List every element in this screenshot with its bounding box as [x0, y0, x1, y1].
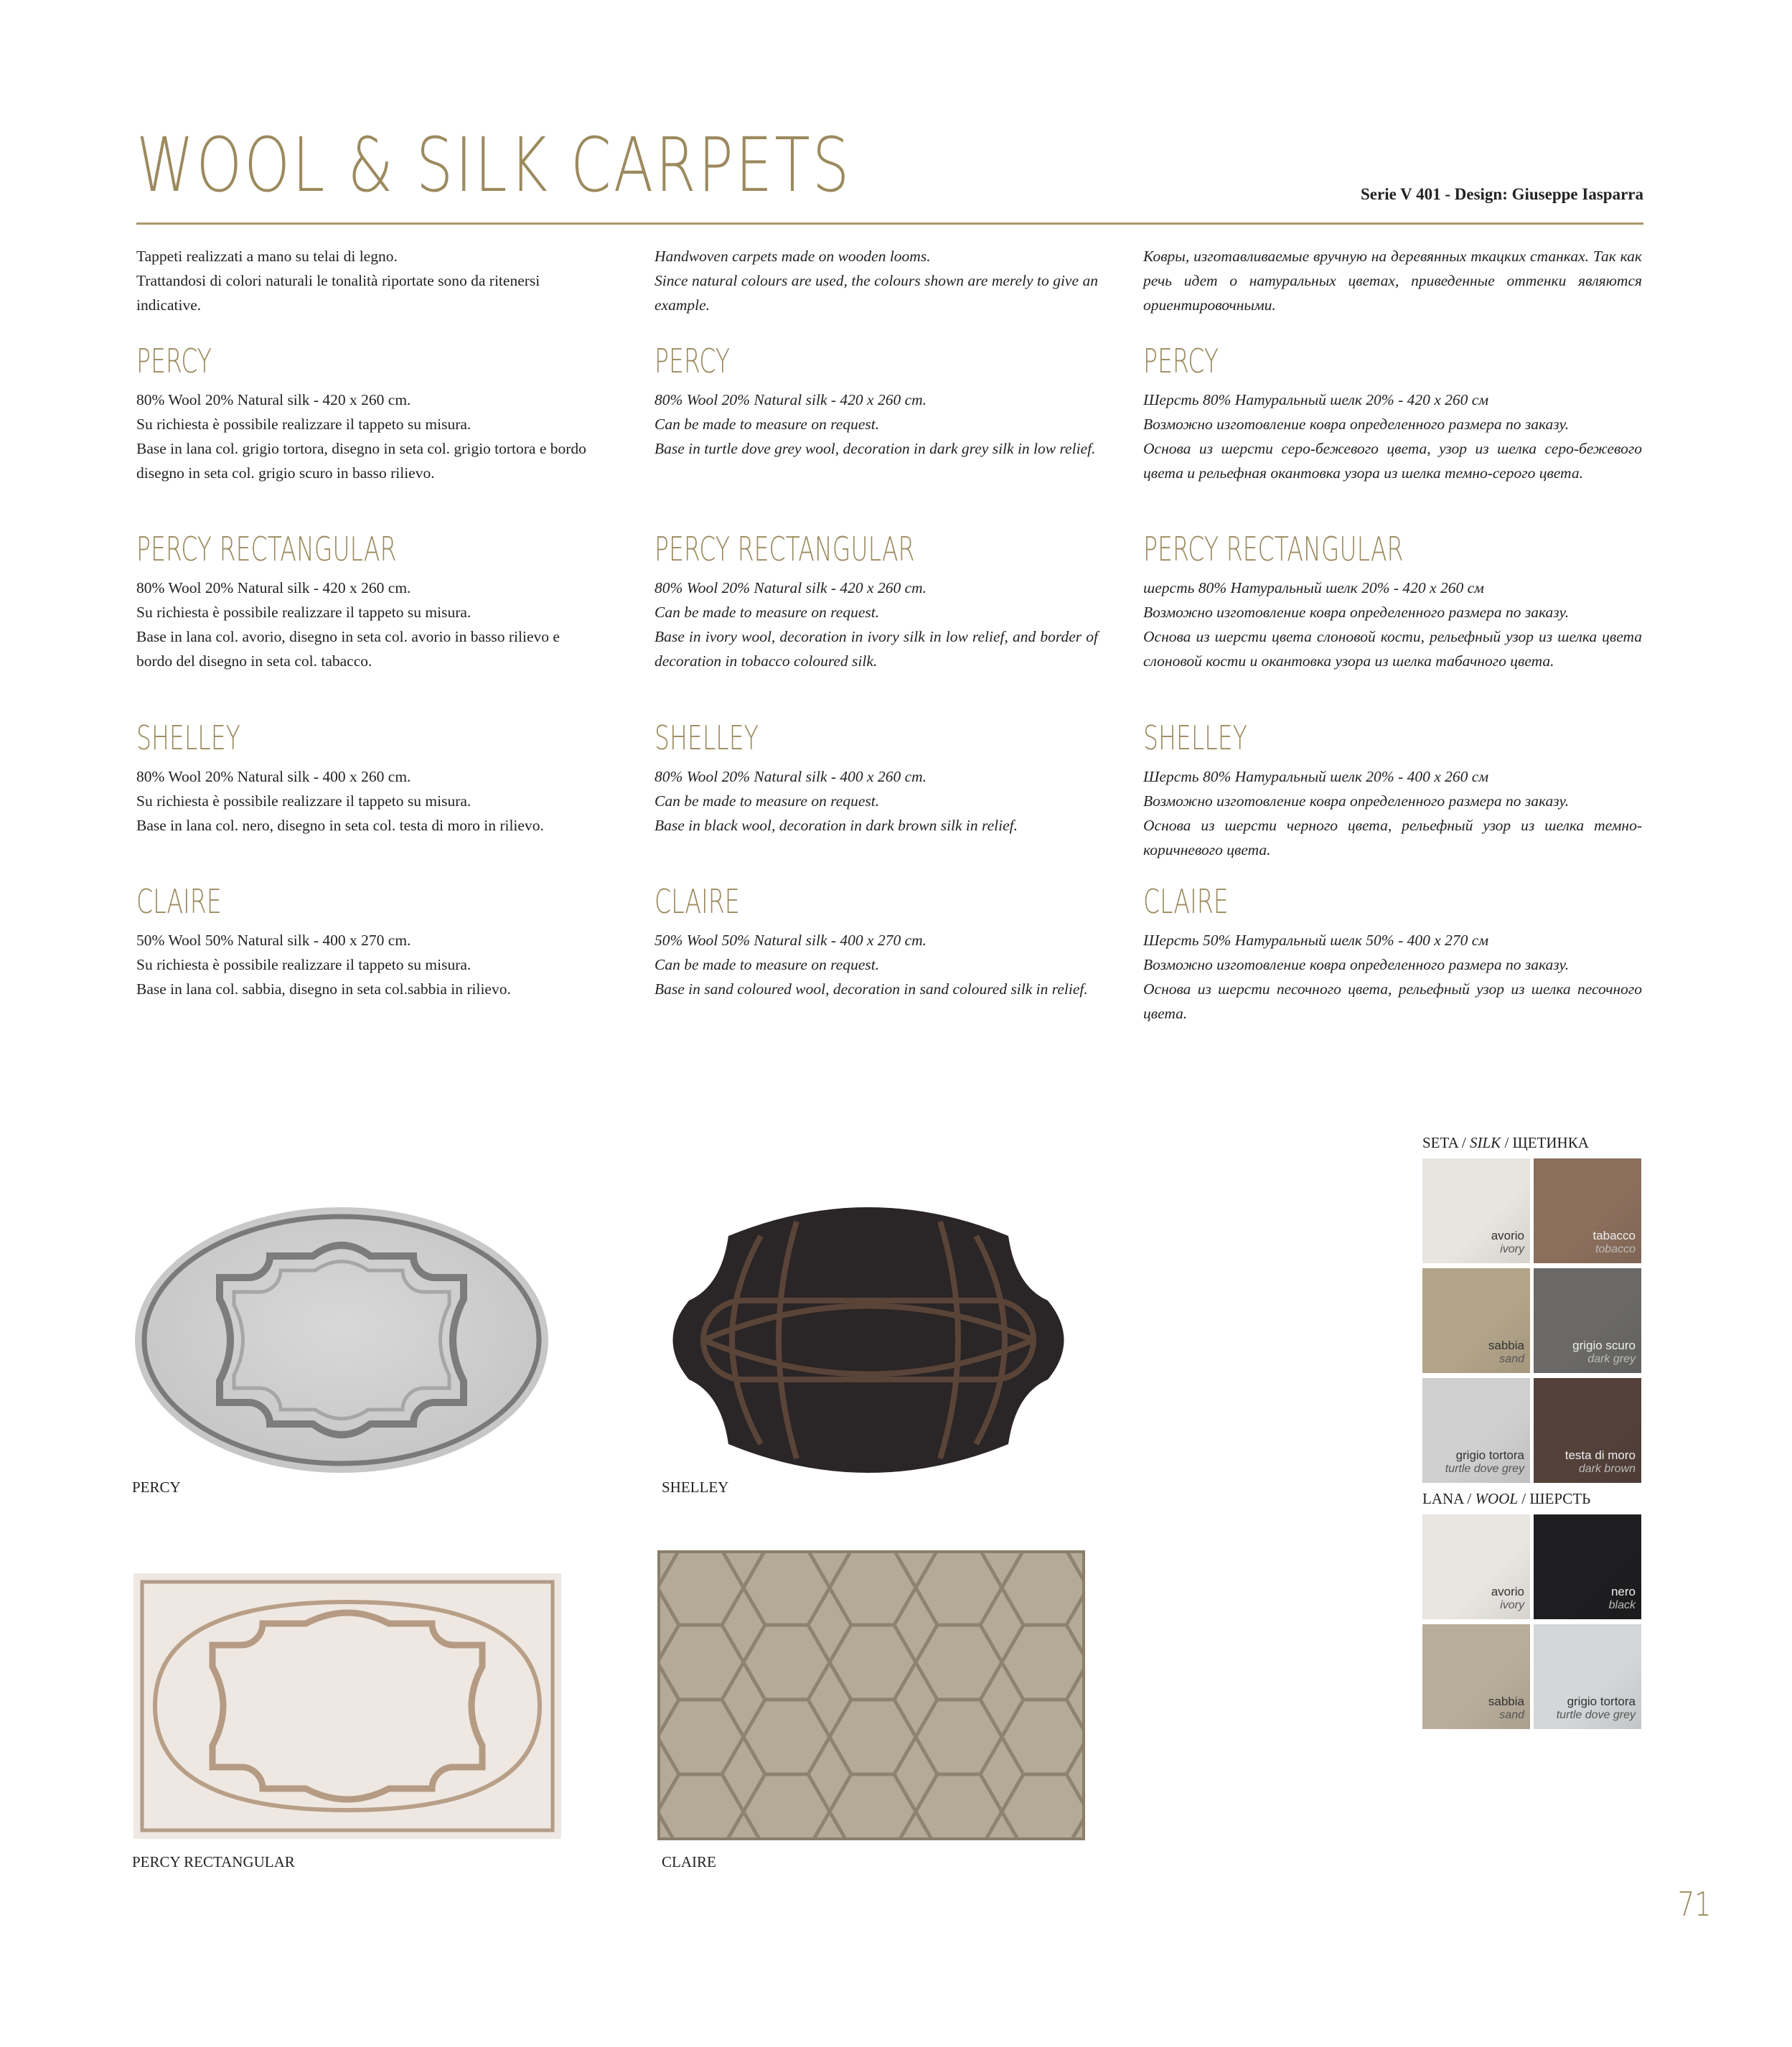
- swatch-name-en: turtle dove grey: [1445, 1463, 1524, 1475]
- swatch-name-en: turtle dove grey: [1556, 1709, 1636, 1721]
- spec-line: Основа из шерсти цвета слоновой кости, рельефный узор из шелка цвета слоновой кости и окантовка узора из шелка табачного цвета.: [1143, 628, 1642, 670]
- section-title: SHELLEY: [1143, 718, 1247, 757]
- intro-line: Tappeti realizzati a mano su telai di legno.: [136, 248, 398, 265]
- section-title: PERCY: [1143, 342, 1219, 380]
- section-title: CLAIRE: [1143, 882, 1229, 921]
- heading-part: WOOL: [1475, 1490, 1519, 1507]
- heading-part: / ШЕРСТЬ: [1518, 1490, 1591, 1507]
- spec-line: Base in sand coloured wool, decoration in sand coloured silk in relief.: [655, 980, 1088, 998]
- spec-line: 80% Wool 20% Natural silk - 400 x 260 cm.: [655, 768, 927, 785]
- spec-line: Шерсть 50% Натуральный шелк 50% - 400 x 270 см: [1143, 932, 1489, 949]
- swatch-name-en: ivory: [1500, 1243, 1524, 1255]
- spec-line: Шерсть 80% Натуральный шелк 20% - 400 x 260 см: [1143, 768, 1489, 785]
- spec-line: Base in lana col. sabbia, disegno in seta col.sabbia in rilievo.: [136, 980, 511, 998]
- section-title: SHELLEY: [136, 718, 240, 757]
- swatch-name-it: testa di moro: [1565, 1448, 1636, 1462]
- percy-rectangular-carpet-image: [133, 1573, 561, 1839]
- heading-part: LANA /: [1422, 1490, 1476, 1507]
- swatch-name-it: sabbia: [1488, 1339, 1524, 1352]
- swatch-black: [1534, 1514, 1641, 1619]
- intro-line: Handwoven carpets made on wooden looms.: [655, 248, 931, 265]
- spec-line: Возможно изготовление ковра определенного размера по заказу.: [1143, 792, 1570, 810]
- spec-line: Su richiesta è possibile realizzare il tappeto su misura.: [136, 604, 472, 621]
- section-percy: [1143, 342, 1642, 485]
- column-russian: [1143, 244, 1642, 1022]
- swatch-dark-grey: [1534, 1268, 1641, 1373]
- intro-line: Trattandosi di colori naturali le tonalità riportate sono da ritenersi indicative.: [136, 272, 540, 314]
- section-shelley: [1143, 718, 1642, 862]
- spec-line: 80% Wool 20% Natural silk - 420 x 260 cm.: [655, 391, 927, 408]
- spec-line: Can be made to measure on request.: [655, 416, 880, 433]
- section-shelley: [136, 718, 596, 838]
- spec-line: Основа из шерсти черного цвета, рельефный узор из шелка темно-коричневого цвета.: [1143, 817, 1642, 858]
- spec-line: Base in black wool, decoration in dark brown silk in relief.: [655, 817, 1018, 834]
- image-caption-shelley: SHELLEY: [662, 1479, 729, 1496]
- swatch-name-it: avorio: [1491, 1229, 1524, 1242]
- silk-swatch-heading: [1422, 1134, 1589, 1152]
- swatch-name-en: dark grey: [1587, 1353, 1636, 1365]
- spec-line: Su richiesta è possibile realizzare il tappeto su misura.: [136, 792, 472, 810]
- spec-line: Base in lana col. avorio, disegno in seta col. avorio in basso rilievo e bordo del disegno in seta col. tabacco.: [136, 628, 560, 670]
- section-percy-rectangular: [136, 530, 596, 673]
- column-italian: [136, 244, 596, 998]
- section-percy-rectangular: [655, 530, 1098, 673]
- section-claire: [136, 882, 596, 1001]
- swatch-name-en: dark brown: [1578, 1463, 1636, 1475]
- spec-line: Su richiesta è possibile realizzare il tappeto su misura.: [136, 956, 472, 973]
- spec-line: 80% Wool 20% Natural silk - 400 x 260 cm.: [136, 768, 411, 785]
- section-title: PERCY: [136, 342, 212, 380]
- spec-line: Base in lana col. grigio tortora, disegno in seta col. grigio tortora e bordo disegno in seta col. grigio scuro in basso rilievo.: [136, 440, 586, 482]
- heading-part: / ЩЕТИНКА: [1501, 1134, 1589, 1151]
- spec-line: Base in turtle dove grey wool, decoration in dark grey silk in low relief.: [655, 440, 1096, 457]
- series-designer: Serie V 401 - Design: Giuseppe Iasparra: [1361, 185, 1643, 203]
- section-claire: [655, 882, 1098, 1001]
- section-title: PERCY: [655, 342, 731, 380]
- swatch-sand: [1422, 1624, 1530, 1729]
- section-title: CLAIRE: [136, 882, 222, 921]
- swatch-name-en: sand: [1499, 1709, 1524, 1721]
- heading-part: SETA /: [1422, 1134, 1470, 1151]
- swatch-dark-brown: [1534, 1378, 1641, 1483]
- swatch-name-it: grigio tortora: [1567, 1695, 1636, 1708]
- heading-part: SILK: [1470, 1134, 1501, 1151]
- swatch-name-it: nero: [1610, 1585, 1636, 1598]
- image-caption-percy-rectangular: PERCY RECTANGULAR: [132, 1853, 295, 1870]
- section-title: SHELLEY: [655, 718, 759, 757]
- section-title: PERCY RECTANGULAR: [655, 530, 915, 568]
- spec-line: 80% Wool 20% Natural silk - 420 x 260 cm.: [136, 579, 411, 596]
- swatch-tobacco: [1534, 1158, 1641, 1263]
- swatch-turtle-dove-grey: [1422, 1378, 1530, 1483]
- spec-line: Возможно изготовление ковра определенного размера по заказу.: [1143, 416, 1570, 433]
- wool-swatch-heading: [1422, 1490, 1590, 1508]
- title-rule: [136, 222, 1643, 225]
- swatch-name-en: black: [1608, 1599, 1636, 1611]
- swatch-name-it: sabbia: [1488, 1695, 1524, 1708]
- spec-line: Can be made to measure on request.: [655, 956, 880, 973]
- section-title: PERCY RECTANGULAR: [1143, 530, 1404, 568]
- shelley-carpet-image: [660, 1193, 1076, 1487]
- image-caption-claire: CLAIRE: [662, 1853, 716, 1870]
- intro-line: Since natural colours are used, the colours shown are merely to give an example.: [655, 272, 1098, 314]
- claire-carpet-image: [657, 1550, 1085, 1840]
- swatch-turtle-dove-grey: [1534, 1624, 1641, 1729]
- section-percy: [136, 342, 596, 485]
- swatch-name-it: tabacco: [1592, 1229, 1636, 1242]
- swatch-name-it: avorio: [1491, 1585, 1524, 1598]
- page-number: 71: [1678, 1885, 1712, 1924]
- spec-line: Возможно изготовление ковра определенного размера по заказу.: [1143, 956, 1570, 973]
- swatch-ivory: [1422, 1158, 1530, 1263]
- intro-line: Ковры, изготавливаемые вручную на деревянных ткацких станках. Так как речь идет о натуральных цветах, приведенные оттенки являются ориентировочными.: [1143, 248, 1642, 314]
- spec-line: шерсть 80% Натуральный шелк 20% - 420 x 260 см: [1143, 579, 1484, 596]
- spec-line: 50% Wool 50% Natural silk - 400 x 270 cm.: [136, 932, 411, 949]
- page-title: WOOL & SILK CARPETS: [136, 121, 852, 209]
- swatch-name-en: tobacco: [1595, 1243, 1636, 1255]
- spec-line: Base in lana col. nero, disegno in seta col. testa di moro in rilievo.: [136, 817, 544, 834]
- section-percy: [655, 342, 1098, 461]
- percy-carpet-image: [133, 1206, 550, 1475]
- spec-line: Can be made to measure on request.: [655, 604, 880, 621]
- spec-line: Base in ivory wool, decoration in ivory silk in low relief, and border of decoration in tobacco coloured silk.: [655, 628, 1098, 670]
- spec-line: Основа из шерсти серо-бежевого цвета, узор из шелка серо-бежевого цвета и рельефная окантовка узора из шелка темно-серого цвета.: [1143, 440, 1642, 482]
- spec-line: Su richiesta è possibile realizzare il tappeto su misura.: [136, 416, 472, 433]
- spec-line: Can be made to measure on request.: [655, 792, 880, 810]
- spec-line: Возможно изготовление ковра определенного размера по заказу.: [1143, 604, 1570, 621]
- spec-line: 50% Wool 50% Natural silk - 400 x 270 cm.: [655, 932, 927, 949]
- section-shelley: [655, 718, 1098, 838]
- swatch-name-en: ivory: [1500, 1599, 1524, 1611]
- spec-line: Шерсть 80% Натуральный шелк 20% - 420 x 260 см: [1143, 391, 1489, 408]
- swatch-sand: [1422, 1268, 1530, 1373]
- swatch-name-en: sand: [1499, 1353, 1524, 1365]
- spec-line: 80% Wool 20% Natural silk - 420 x 260 cm.: [136, 391, 411, 408]
- swatch-name-it: grigio scuro: [1572, 1339, 1636, 1352]
- image-caption-percy: PERCY: [132, 1479, 181, 1496]
- swatch-ivory: [1422, 1514, 1530, 1619]
- section-claire: [1143, 882, 1642, 1026]
- spec-line: Основа из шерсти песочного цвета, рельефный узор из шелка песочного цвета.: [1143, 980, 1642, 1022]
- spec-line: 80% Wool 20% Natural silk - 420 x 260 cm.: [655, 579, 927, 596]
- section-percy-rectangular: [1143, 530, 1642, 673]
- section-title: PERCY RECTANGULAR: [136, 530, 397, 568]
- section-title: CLAIRE: [655, 882, 740, 921]
- swatch-name-it: grigio tortora: [1455, 1448, 1524, 1462]
- column-english: [655, 244, 1098, 998]
